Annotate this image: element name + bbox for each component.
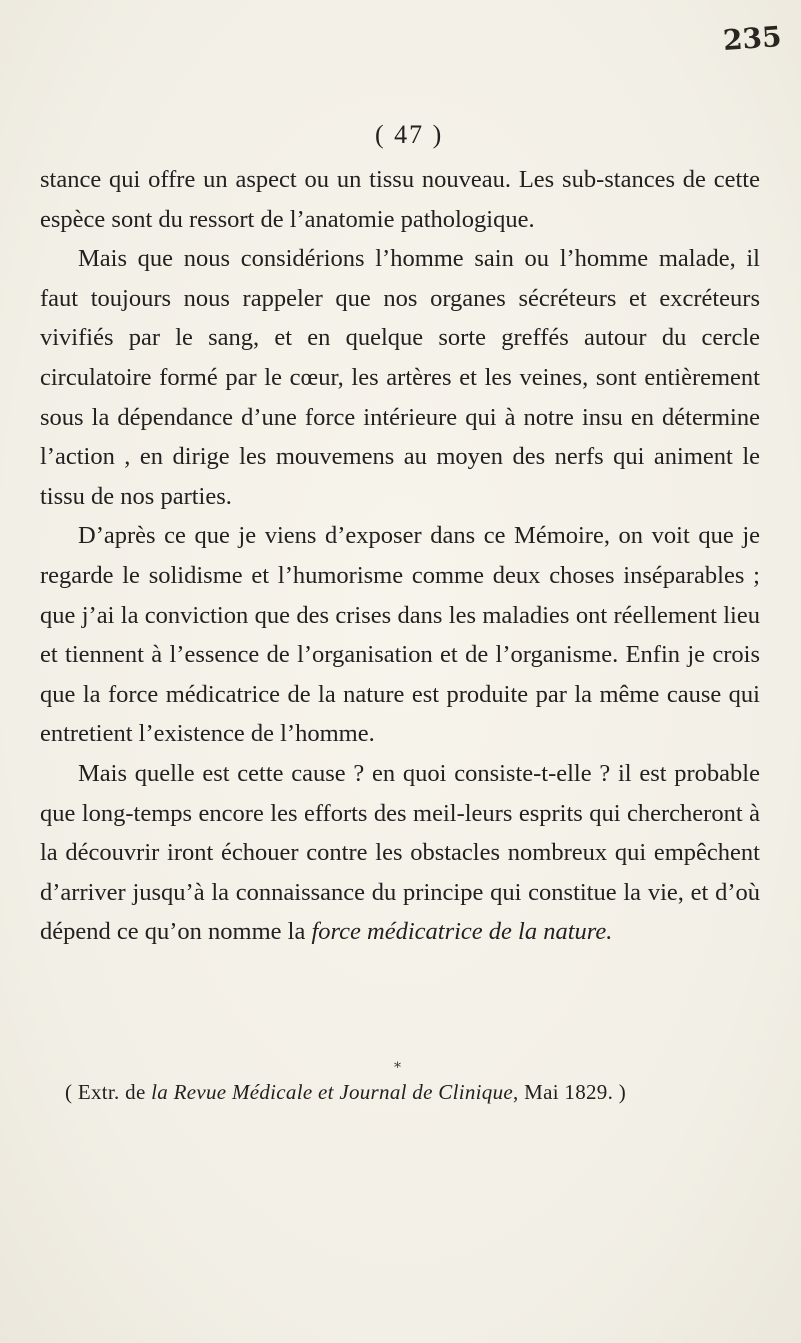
handwritten-page-mark: 235 — [721, 20, 783, 57]
source-suffix: , Mai 1829. ) — [513, 1080, 626, 1104]
paragraph-2: Mais que nous considérions l’homme sain ou l’homme malade, il faut toujours nous rappeler que nos organes sécréteurs et excréteurs vivifiés par le sang, et en quelque sorte greffés autour du cercle circulatoire formé par le cœur, les artères et les veines, sont entièrement sous la dépendance d’une force intérieure qui à notre insu en détermine l’action , en dirige les mouvemens au moyen des nerfs qui animent le tissu de nos parties. — [40, 245, 760, 510]
paragraph-4-text: Mais quelle est cette cause ? en quoi consiste-t-elle ? il est probable que long-temps encore les efforts des meil-leurs esprits qui chercheront à la découvrir iront échouer contre les obstacles nombreux qui empêchent d’arriver jusqu’à la connaissance du principe qui constitue la vie, et d’où dépend ce qu’on nomme la — [40, 759, 760, 946]
paragraph-4 — [40, 754, 760, 952]
body-text — [40, 160, 760, 952]
paragraph-1: stance qui offre un aspect ou un tissu nouveau. Les sub-stances de cette espèce sont du ressort de l’anatomie pathologique. — [40, 166, 760, 233]
journal-title: la Revue Médicale et Journal de Clinique — [151, 1080, 514, 1104]
paragraph-3: D’après ce que je viens d’exposer dans ce Mémoire, on voit que je regarde le solidisme et l’humorisme comme deux choses inséparables ; que j’ai la conviction que des crises dans les maladies ont réellement lieu et tiennent à l’essence de l’organisation et de l’organisme. Enfin je crois que la force médicatrice de la nature est produite par la même cause qui entretient l’existence de l’homme. — [40, 522, 760, 748]
ornament-mark: * — [394, 1060, 401, 1076]
page-number: ( 47 ) — [375, 120, 444, 149]
source-prefix: ( Extr. de — [65, 1080, 152, 1104]
source-note — [65, 1080, 765, 1105]
italic-phrase: force médicatrice de la nature. — [311, 918, 613, 946]
